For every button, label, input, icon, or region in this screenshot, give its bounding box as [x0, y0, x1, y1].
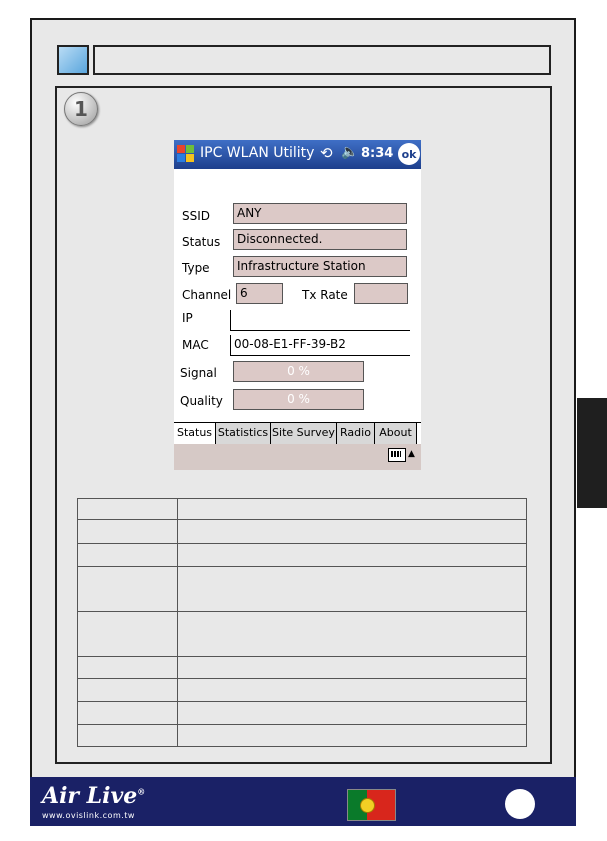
quality-bar: 0 %	[233, 389, 364, 410]
ip-label: IP	[182, 311, 193, 325]
airlive-logo: Air Live®	[42, 783, 146, 809]
tab-status[interactable]: Status	[174, 423, 216, 444]
caret-up-icon[interactable]: ▲	[408, 449, 415, 459]
sync-icon[interactable]: ⟲	[320, 144, 333, 162]
txrate-label: Tx Rate	[302, 288, 348, 302]
txrate-field	[354, 283, 408, 304]
section-icon	[57, 45, 89, 75]
ok-button[interactable]: ok	[398, 143, 420, 165]
table-row	[78, 499, 527, 520]
type-label: Type	[182, 261, 210, 275]
footer-bar	[30, 777, 576, 826]
tab-strip	[174, 422, 421, 445]
speaker-muted-icon[interactable]: 🔈	[341, 144, 359, 160]
section-title-bar	[93, 45, 551, 75]
table-row	[78, 544, 527, 567]
tab-statistics[interactable]: Statistics	[216, 423, 271, 444]
description-table	[77, 498, 527, 747]
pda-app-title: IPC WLAN Utility	[200, 145, 315, 161]
side-thumb-tab	[577, 398, 607, 508]
channel-field: 6	[236, 283, 283, 304]
signal-bar: 0 %	[233, 361, 364, 382]
tab-radio[interactable]: Radio	[337, 423, 375, 444]
tab-site-survey[interactable]: Site Survey	[271, 423, 337, 444]
table-row	[78, 702, 527, 725]
ip-field	[230, 310, 410, 331]
ssid-label: SSID	[182, 209, 211, 223]
step-number-badge: 1	[64, 92, 98, 126]
table-row	[78, 567, 527, 612]
table-row	[78, 679, 527, 702]
signal-label: Signal	[180, 366, 217, 380]
status-field: Disconnected.	[233, 229, 407, 250]
quality-label: Quality	[180, 394, 223, 408]
mac-field: 00-08-E1-FF-39-B2	[230, 335, 410, 356]
page-number-circle	[505, 789, 535, 819]
table-row	[78, 657, 527, 679]
table-row	[78, 520, 527, 544]
pda-title-bar	[174, 140, 421, 169]
brand-name: Air Live	[42, 783, 138, 809]
portugal-flag-icon	[347, 789, 396, 821]
ssid-field: ANY	[233, 203, 407, 224]
status-label: Status	[182, 235, 221, 249]
tab-about[interactable]: About	[375, 423, 417, 444]
type-field: Infrastructure Station	[233, 256, 407, 277]
keyboard-icon[interactable]	[388, 448, 406, 462]
pda-screen	[174, 140, 421, 470]
brand-url: www.ovislink.com.tw	[42, 811, 135, 820]
channel-label: Channel	[182, 288, 232, 302]
table-row	[78, 612, 527, 657]
table-row	[78, 725, 527, 747]
clock-time[interactable]: 8:34	[361, 146, 394, 161]
pda-menu-bar	[174, 444, 421, 470]
windows-flag-icon[interactable]	[177, 145, 195, 163]
mac-label: MAC	[182, 338, 209, 352]
